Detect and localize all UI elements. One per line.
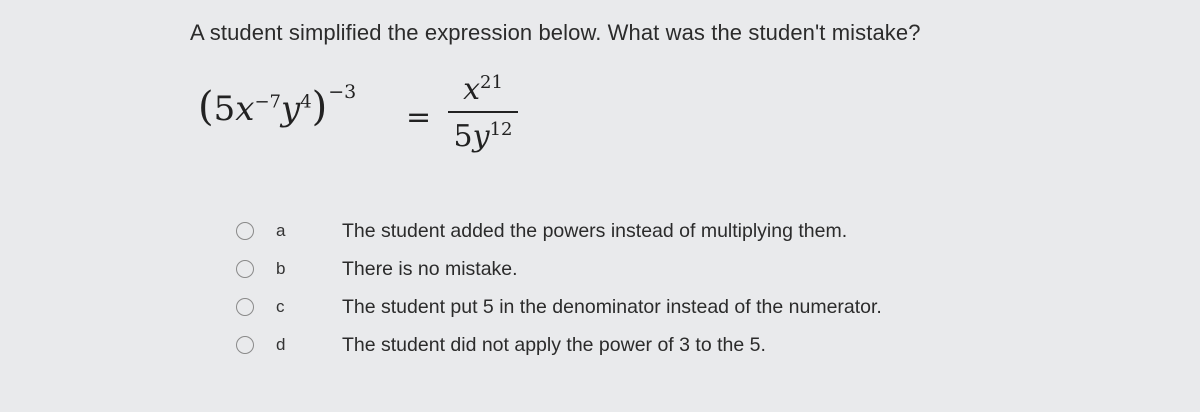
fraction-numerator: $x^{21}$	[463, 72, 503, 107]
radio-button-b[interactable]	[236, 260, 254, 278]
option-text: The student did not apply the power of 3 to the 5.	[342, 333, 766, 356]
radio-button-a[interactable]	[236, 222, 254, 240]
option-text: The student put 5 in the denominator instead of the numerator.	[342, 295, 882, 318]
lhs-x-exponent: −7	[254, 91, 281, 113]
question-text: A student simplified the expression below. What was the studen't mistake?	[190, 20, 921, 45]
option-text: There is no mistake.	[342, 257, 518, 280]
radio-button-c[interactable]	[236, 298, 254, 316]
option-letter: a	[276, 221, 286, 240]
fraction-denominator: $5y^{12}$	[453, 119, 513, 154]
lhs-y-exponent: 4	[300, 91, 312, 113]
option-letter: b	[276, 259, 286, 278]
option-letter: d	[276, 335, 286, 354]
numerator-exponent: 21	[480, 72, 503, 93]
equals-sign: =	[406, 100, 432, 135]
option-c[interactable]	[236, 294, 996, 320]
option-a[interactable]	[236, 218, 996, 244]
fraction	[448, 72, 518, 154]
option-text: The student added the powers instead of multiplying them.	[342, 219, 848, 242]
fraction-bar	[448, 111, 518, 113]
option-b[interactable]	[236, 256, 996, 282]
lhs-outer-exponent: −3	[328, 81, 357, 103]
expression-left-side: $(5x^{-7}y^4)^{-3}$	[198, 81, 357, 130]
lhs-y: y	[280, 89, 301, 129]
radio-button-d[interactable]	[236, 336, 254, 354]
option-d[interactable]	[236, 332, 996, 358]
denominator-exponent: 12	[489, 119, 513, 140]
option-letter: c	[276, 297, 285, 316]
lhs-x: x	[235, 89, 255, 129]
lhs-coefficient: 5	[213, 89, 236, 129]
